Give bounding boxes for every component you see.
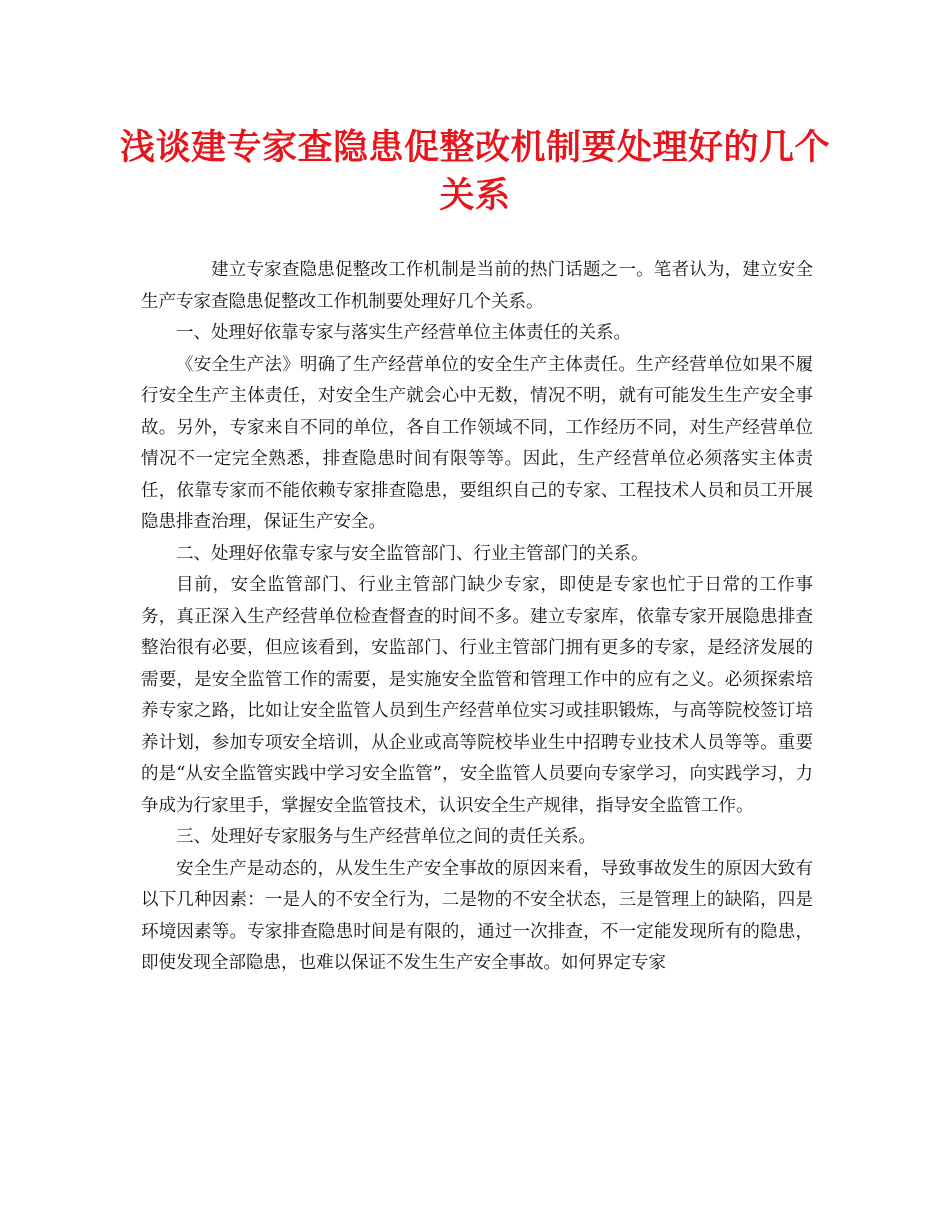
section-paragraph-1: 《安全生产法》明确了生产经营单位的安全生产主体责任。生产经营单位如果不履行安全生产主体责任，对安全生产就会心中无数，情况不明，就有可能发生生产安全事故。另外，专家来自不同的单位，各自工作领域不同，工作经历不同，对生产经营单位情况不一定完全熟悉，排查隐患时间有限等等。因此，生产经营单位必须落实主体责任，依靠专家而不能依赖专家排查隐患，要组织自己的专家、工程技术人员和员工开展隐患排查治理，保证生产安全。 <box>141 354 813 532</box>
intro-paragraph: 建立专家查隐患促整改工作机制是当前的热门话题之一。笔者认为，建立安全生产专家查隐患促整改工作机制要处理好几个关系。 <box>141 260 813 312</box>
section-heading-2: 二、处理好依靠专家与安全监管部门、行业主管部门的关系。 <box>176 543 649 564</box>
section-heading-1: 一、处理好依靠专家与落实生产经营单位主体责任的关系。 <box>176 323 631 343</box>
section-heading-3: 三、处理好专家服务与生产经营单位之间的责任关系。 <box>176 827 596 847</box>
section-paragraph-2: 目前，安全监管部门、行业主管部门缺少专家，即使是专家也忙于日常的工作事务，真正深入生产经营单位检查督查的时间不多。建立专家库，依靠专家开展隐患排查整治很有必要，但应该看到，安监部门、行业主管部门拥有更多的专家，是经济发展的需要，是安全监管工作的需要，是实施安全监管和管理工作中的应有之义。必须探索培养专家之路，比如让安全监管人员到生产经营单位实习或挂职锻炼，与高等院校签订培养计划，参加专项安全培训，从企业或高等院校毕业生中招聘专业技术人员等等。重要的是“从安全监管实践中学习安全监管”，安全监管人员要向专家学习，向实践学习，力争成为行家里手，掌握安全监管技术，认识安全生产规律，指导安全监管工作。 <box>141 575 813 816</box>
document-title: 浅谈建专家查隐患促整改机制要处理好的几个关系 <box>120 127 831 216</box>
section-paragraph-3: 安全生产是动态的，从发生生产安全事故的原因来看，导致事故发生的原因大致有以下几种因素：一是人的不安全行为，二是物的不安全状态，三是管理上的缺陷，四是环境因素等。专家排查隐患时间是有限的，通过一次排查，不一定能发现所有的隐患，即使发现全部隐患，也难以保证不发生生产安全事故。如何界定专家 <box>141 858 813 973</box>
document-body <box>141 255 813 980</box>
